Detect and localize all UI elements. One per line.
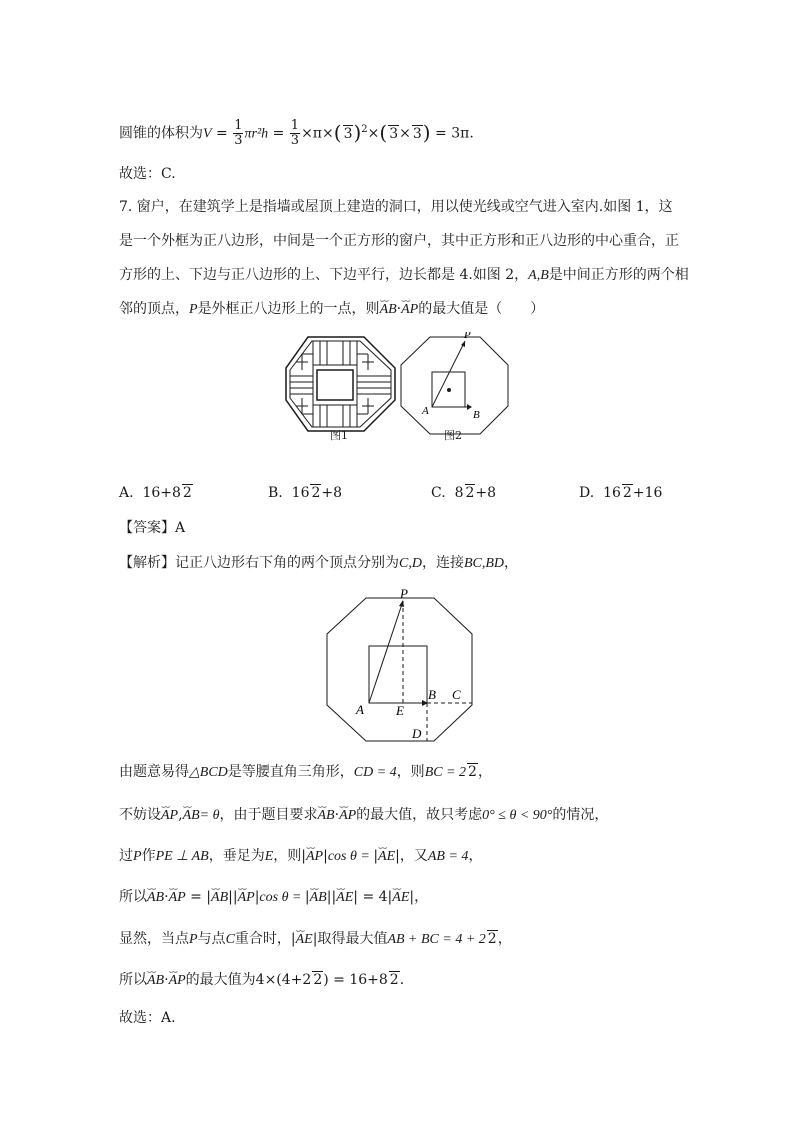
cone-v: V <box>203 126 212 142</box>
s6-vec-ab: ⌣⌣ AB <box>147 971 164 991</box>
fig3-label-c: C <box>452 687 461 702</box>
solution-cd: C,D <box>399 556 422 571</box>
s2-d: 的情况， <box>552 807 609 823</box>
fig3-label-e: E <box>396 703 404 718</box>
fig3-label-a: A <box>356 702 364 717</box>
vector-ap-arrow <box>432 341 465 407</box>
option-c-root: 2 <box>465 485 475 501</box>
solution-head: 【解析】 <box>119 555 175 571</box>
s6-b: 的最大值为 <box>185 972 256 988</box>
s4-vec-ab2: ⌣⌣ AB <box>211 888 228 908</box>
solution-line1 <box>119 762 492 783</box>
q7-line1: 7. 窗户，在建筑学上是指墙或屋顶上建造的洞口，用以使光线或空气进入室内.如图 1，这 <box>119 199 673 215</box>
s1-root: 2 <box>468 764 477 780</box>
q7-line4: 邻的顶点，P是外框正八边形上的一点，则⌣⌣ AB·⌣⌣ AP的最大值是（ ） <box>119 299 544 320</box>
s2-b: ，由于题目要求 <box>219 807 318 823</box>
s6-end: . <box>399 972 405 988</box>
s6-root2: 2 <box>389 972 399 988</box>
option-d-b: +16 <box>632 485 663 501</box>
center-dot <box>447 388 451 392</box>
s1-b: 是等腰直角三角形， <box>227 764 354 780</box>
times-pi: ×π× <box>301 125 334 142</box>
option-d-letter: D. <box>579 485 595 501</box>
cone-result: = 3π. <box>430 125 474 142</box>
arrowhead-b <box>467 404 472 410</box>
s5-val: AB + BC = 4 + 2 <box>387 932 486 947</box>
s3-e2: ，又 <box>399 848 428 864</box>
option-d[interactable] <box>579 483 662 503</box>
sqrt-3c: 3 <box>412 125 422 142</box>
option-c-letter: C. <box>431 485 446 501</box>
s2-vec-ap2: ⌣⌣ AP <box>339 806 356 826</box>
fig3-label-p: P <box>400 588 408 601</box>
s2-vec-ap: ⌣⌣ AP <box>161 806 178 826</box>
s3-b: 作 <box>141 848 156 864</box>
figure-2-octagon <box>401 337 508 434</box>
line-ap <box>369 601 403 703</box>
paren-open: ( <box>333 120 342 145</box>
q7-p: P <box>189 302 198 317</box>
q7-line3-text: 方形的上、下边与正八边形的上、下边平行，边长都是 4.如图 2， <box>119 267 529 283</box>
fig2-caption: 图2 <box>444 429 462 442</box>
fig3-label-d: D <box>412 726 422 741</box>
s6-root: 2 <box>313 972 323 988</box>
figure-1-window <box>286 337 395 431</box>
s5-root: 2 <box>487 931 497 947</box>
s4-a: 所以 <box>119 889 147 905</box>
option-b-b: +8 <box>321 485 343 501</box>
option-a-a: 16+8 <box>142 485 181 501</box>
s3-e: E <box>264 849 274 864</box>
s3-ab: AB = 4 <box>427 849 469 864</box>
solution-intro <box>119 553 518 574</box>
pi-r2-h: πr²h <box>244 126 269 142</box>
option-a-root: 2 <box>182 485 192 501</box>
s4-vec-ap: ⌣⌣ AP <box>169 888 186 908</box>
option-b-root: 2 <box>311 485 321 501</box>
q7-line2: 是一个外框为正八边形，中间是一个正方形的窗户，其中正方形和正八边形的中心重合，正 <box>119 233 679 249</box>
solution-line6: 所以⌣⌣ AB·⌣⌣ AP的最大值为4×(4+2 2) = 16+8 2. <box>119 970 404 991</box>
s4-eq4: = 4 <box>358 889 388 905</box>
s1-bc: BC = 2 <box>424 765 467 780</box>
s5-d: 重合时， <box>234 931 291 947</box>
s3-c: ，垂足为 <box>208 848 265 864</box>
s3-pe: PE ⊥ AB <box>155 849 209 864</box>
figure-1-2 <box>280 332 516 444</box>
s6-a: 所以 <box>119 972 147 988</box>
s3-d: ，则 <box>273 848 302 864</box>
fig2-label-b: B <box>473 409 480 421</box>
s5-b: 与点 <box>197 931 226 947</box>
q7-ab: A,B <box>528 268 549 283</box>
s6-vec-ap: ⌣⌣ AP <box>169 971 186 991</box>
solution-intro-text: 记正八边形右下角的两个顶点分别为 <box>175 555 399 571</box>
frac-den-b: 3 <box>290 133 300 149</box>
s2-range: 0° ≤ θ < 90° <box>482 808 553 823</box>
s6-val1: 4×(4+2 <box>255 972 312 988</box>
option-b-a: 16 <box>291 485 310 501</box>
fig3-label-b: B <box>428 687 436 702</box>
option-d-a: 16 <box>603 485 621 501</box>
q7-line4-a: 邻的顶点， <box>119 301 189 317</box>
paren-open-2: ( <box>379 120 388 145</box>
sqrt-3: 3 <box>343 125 353 142</box>
equals: = <box>211 125 233 142</box>
q7-line3 <box>119 265 689 286</box>
s2-c: 的最大值，故只考虑 <box>356 807 483 823</box>
vec-ab: ⌣⌣ AB <box>380 300 397 320</box>
figure-3-solution <box>320 588 480 744</box>
equals-2: = <box>268 125 289 142</box>
fig1-caption: 图1 <box>330 429 348 442</box>
solution-line4: 所以⌣⌣ AB·⌣⌣ AP = |⌣⌣ AB||⌣⌣ AP|cos θ = |⌣⌣ AB||⌣⌣ AE| = 4|⌣⌣ AE|， <box>119 887 428 908</box>
inner-square <box>369 646 427 703</box>
octagon-outline <box>327 598 472 741</box>
solution-line3: 过P作PE ⊥ AB，垂足为E，则|⌣⌣ AP|cos θ = |⌣⌣ AE|，又AB = 4， <box>119 846 482 867</box>
option-b-letter: B. <box>268 485 283 501</box>
s3-a: 过 <box>119 848 133 864</box>
s3-cos: cos θ = <box>327 849 374 864</box>
option-c-a: 8 <box>454 485 464 501</box>
exponent-2: 2 <box>361 124 368 135</box>
times-2: × <box>399 125 411 142</box>
s3-vec-ap: ⌣⌣ AP <box>306 847 323 867</box>
fig2-label-p: P <box>464 332 471 341</box>
q7-line4-b: 是外框正八边形上的一点，则 <box>197 301 380 317</box>
cone-volume-line <box>119 116 474 149</box>
s2-a: 不妨设 <box>119 807 161 823</box>
answer6-select: 故选：C. <box>119 166 176 182</box>
s5-vec-ae: ⌣⌣ AE <box>296 930 313 950</box>
frac-num-b: 1 <box>290 118 300 134</box>
s3-p: P <box>133 849 142 864</box>
sqrt-3b: 3 <box>389 125 399 142</box>
s3-f: ， <box>468 848 483 864</box>
s4-vec-ab3: ⌣⌣ AB <box>310 888 327 908</box>
s5-c: C <box>225 932 235 947</box>
s5-end: ， <box>497 931 512 947</box>
times: × <box>367 125 380 142</box>
s1-a: 由题意易得 <box>119 764 189 780</box>
solution-line2: 不妨设⌣⌣ AP,⌣⌣ AB= θ，由于题目要求⌣⌣ AB·⌣⌣ AP的最大值，故只考虑0° ≤ θ < 90°的情况， <box>119 805 608 826</box>
option-a-letter: A. <box>119 485 134 501</box>
s5-p: P <box>189 932 198 947</box>
s1-tri: △BCD <box>189 765 228 780</box>
s4-end: ， <box>414 889 429 905</box>
fraction-1-3 <box>233 119 243 148</box>
solution-line5: 显然，当点P与点C重合时，|⌣⌣ AE|取得最大值AB + BC = 4 + 2 2， <box>119 929 512 950</box>
paren-close-2: ) <box>422 120 431 145</box>
s5-e: 取得最大值 <box>317 931 388 947</box>
q7-line3-tail: 是中间正方形的两个相 <box>548 267 689 283</box>
s4-vec-ab: ⌣⌣ AB <box>147 888 164 908</box>
solution-bcbd: BC,BD <box>463 556 505 571</box>
frac-num: 1 <box>234 118 243 134</box>
option-c-b: +8 <box>475 485 497 501</box>
option-d-root: 2 <box>622 485 632 501</box>
s4-cos: cos θ = <box>259 890 305 905</box>
option-a[interactable] <box>119 483 193 503</box>
s2-vec-ab: ⌣⌣ AB <box>183 806 200 826</box>
s5-a: 显然，当点 <box>119 931 189 947</box>
vec-ap: ⌣⌣ AP <box>401 300 418 320</box>
fig2-label-a: A <box>422 405 429 417</box>
s2-vec-ab2: ⌣⌣ AB <box>318 806 335 826</box>
s4-vec-ae: ⌣⌣ AE <box>336 888 353 908</box>
option-b[interactable] <box>268 483 342 503</box>
q7-line4-c: 的最大值是（ ） <box>418 301 545 317</box>
s1-d: ， <box>477 764 492 780</box>
s1-cd: CD = 4 <box>353 765 397 780</box>
option-c[interactable] <box>431 483 496 503</box>
solution-intro3: ， <box>504 555 519 571</box>
answer-label: 【答案】A <box>119 520 186 536</box>
s4-vec-ae2: ⌣⌣ AE <box>392 888 409 908</box>
solution-intro2: ，连接 <box>421 555 464 571</box>
fraction-1-3-b <box>290 119 300 148</box>
s2-theta: = θ <box>199 808 220 823</box>
s4-vec-ap2: ⌣⌣ AP <box>238 888 255 908</box>
cone-prefix: 圆锥的体积为 <box>119 125 203 142</box>
solution-final: 故选：A. <box>119 1010 176 1026</box>
s6-val2: ) = 16+8 <box>323 972 388 988</box>
s3-vec-ae: ⌣⌣ AE <box>378 847 395 867</box>
paren-close: ) <box>353 120 362 145</box>
frac-den: 3 <box>234 133 243 149</box>
s1-c: ，则 <box>396 764 425 780</box>
